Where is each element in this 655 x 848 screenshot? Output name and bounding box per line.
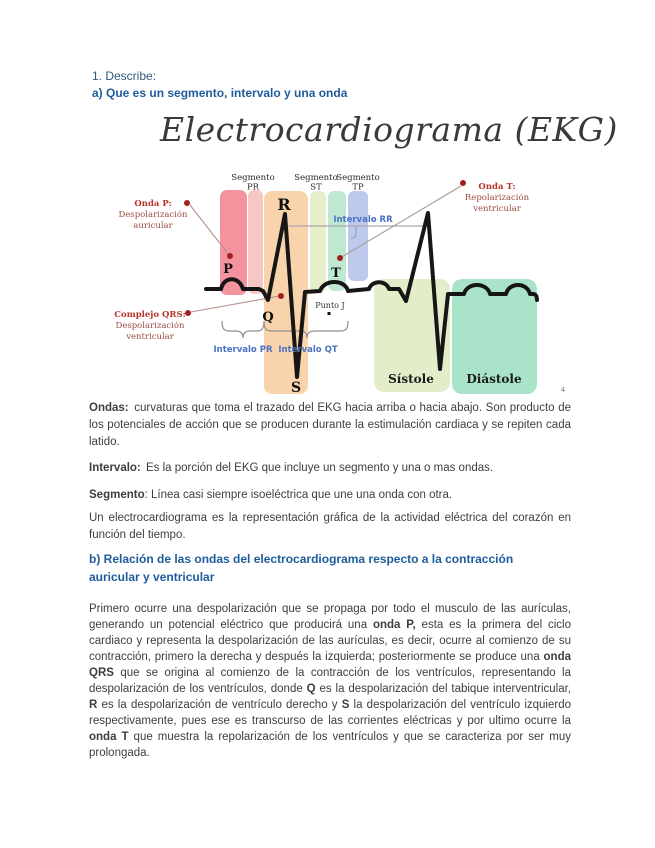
paragraph-ondas <box>89 400 571 451</box>
relacion-text: es la despolarización de ventrículo derecho y <box>97 699 342 711</box>
onda-t-label-line2: Repolarización <box>464 193 530 203</box>
paragraph-intervalo <box>89 460 571 477</box>
wave-q-letter: Q <box>262 310 274 325</box>
onda-p-label-line3: auricular <box>133 221 173 231</box>
diastole-label: Diástole <box>466 372 522 386</box>
r-bold: R <box>89 699 98 711</box>
band-segmento-st-green <box>310 191 326 293</box>
onda-p-label-title: Onda P: <box>134 199 172 209</box>
complejo-qrs-label-dot <box>185 310 191 316</box>
wave-t-letter: T <box>331 266 341 281</box>
onda-t-label-title: Onda T: <box>478 182 516 192</box>
onda-t-wave-dot <box>337 255 343 261</box>
heading-describe: 1. Describe: <box>92 69 157 83</box>
paragraph-segmento <box>89 487 571 504</box>
wave-r-letter: R <box>277 195 291 214</box>
intervalo-term: Intervalo: <box>89 462 141 474</box>
punto-j-dot <box>328 312 331 315</box>
s-bold: S <box>341 699 350 711</box>
heading-question-a: a) Que es un segmento, intervalo y una onda <box>92 86 348 100</box>
complejo-qrs-label-title: Complejo QRS: <box>114 310 186 320</box>
segmento-tp-label-line2: TP <box>352 182 364 193</box>
segmento-pr-label-line2: PR <box>246 182 260 193</box>
onda-p-wave-dot <box>227 253 233 259</box>
band-segmento-tp-lavender <box>348 191 368 281</box>
relacion-text: la despolarización del ventrículo izquierdo respectivamente, pues ese es transcurso de las corrientes eléctricas y por ultimo ocurre la <box>89 699 571 727</box>
intervalo-definition: Es la porción del EKG que incluye un segmento y una o mas ondas. <box>142 462 494 474</box>
paragraph-electrocardiograma: Un electrocardiograma es la representación gráfica de la actividad eléctrica del corazón en función del tiempo. <box>89 512 571 541</box>
relacion-text: Primero ocurre una despolarización que se propaga por todo el musculo de las aurículas, generando un potencial eléctrico que producirá una <box>89 603 571 631</box>
ondas-term: Ondas: <box>89 402 129 414</box>
relacion-text: que se origina al comienzo de la contracción de los ventrículos, representando la despolarización de los ventrículos, donde <box>89 667 571 695</box>
relacion-text: es la despolarización del tabique interventricular, <box>315 683 571 695</box>
sistole-label: Sístole <box>388 372 434 386</box>
band-segmento-pr-pink <box>248 190 263 294</box>
segmento-st-label-line1: Segmento <box>294 173 338 183</box>
onda-qrs-bold: onda QRS <box>89 651 571 679</box>
body-text <box>89 400 571 761</box>
paragraph-relacion <box>89 601 571 761</box>
intervalo-rr-label: Intervalo RR <box>333 215 393 225</box>
ondas-definition: curvaturas que toma el trazado del EKG hacia arriba o hacia abajo. Son producto de los potenciales de acción que se producen durante la estimulación cardiaca y se repiten cada latido. <box>89 402 571 448</box>
intervalo-qt-label: Intervalo QT <box>278 345 338 355</box>
complejo-qrs-wave-dot <box>278 293 284 299</box>
segmento-definition: : Línea casi siempre isoeléctrica que une una onda con otra. <box>144 489 453 501</box>
onda-p-bold: onda P, <box>372 619 416 631</box>
onda-p-label-line2: Despolarización <box>118 210 188 220</box>
complejo-qrs-label-line3: ventricular <box>126 332 174 342</box>
intervalo-pr-brace <box>222 321 264 338</box>
figure-title: Electrocardiograma (EKG) <box>160 110 618 149</box>
segmento-st-label-line2: ST <box>310 182 322 193</box>
wave-p-letter: P <box>223 262 233 277</box>
punto-j-label: Punto J <box>315 301 345 310</box>
segmento-pr-label-line1: Segmento <box>231 173 275 183</box>
onda-t-bold: onda T <box>89 731 129 743</box>
intervalo-pr-label: Intervalo PR <box>213 345 273 355</box>
figure-footnote-mark: 4 <box>560 386 566 394</box>
onda-t-label-dot <box>460 180 466 186</box>
relacion-text: que muestra la repolarización de los ventrículos y que se caracteriza por ser muy prolongada. <box>89 731 571 759</box>
complejo-qrs-label-line2: Despolarización <box>115 321 185 331</box>
onda-p-label-dot <box>184 200 190 206</box>
q-bold: Q <box>306 683 316 695</box>
onda-t-label-line3: ventricular <box>473 204 521 214</box>
relacion-text: esta es la primera del ciclo cardiaco y representa la despolarización de las aurículas, es decir, ocurre al comienzo de su contracción, primero la derecha y después la izquierda; posteriormente se produce una <box>89 619 571 663</box>
segmento-tp-label-line1: Segmento <box>336 173 380 183</box>
wave-s-letter: S <box>290 380 302 396</box>
heading-question-b: b) Relación de las ondas del electrocardiograma respecto a la contracción auricular y ventricular <box>89 552 514 584</box>
segmento-term: Segmento <box>89 489 145 501</box>
